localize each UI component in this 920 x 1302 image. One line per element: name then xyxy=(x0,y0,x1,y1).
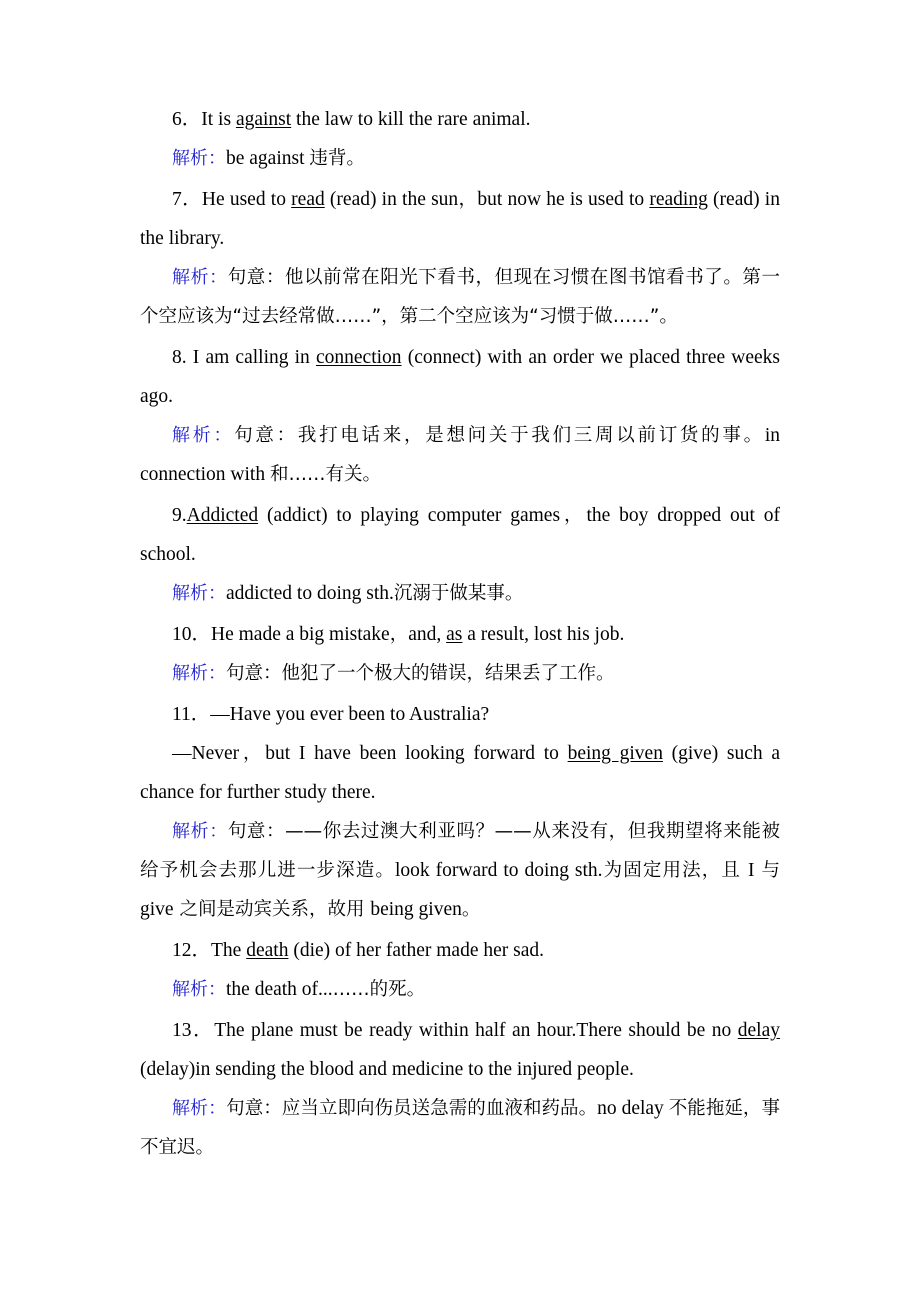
chinese-text: ， xyxy=(239,743,266,764)
question-text xyxy=(140,615,780,654)
answer-blank-text: connection xyxy=(315,347,402,368)
analysis-text xyxy=(140,258,780,336)
english-text: but I have been looking forward to xyxy=(265,743,568,764)
chinese-text: 句意：他犯了一个极大的错误，结果丢了工作。 xyxy=(226,663,615,684)
english-text: the death of... xyxy=(226,979,333,1000)
analysis-text xyxy=(140,416,780,494)
chinese-text: 之间是动宾关系，故用 xyxy=(173,899,371,920)
analysis-text xyxy=(140,1089,780,1167)
english-text: look forward to doing sth. xyxy=(395,860,603,881)
question-text xyxy=(140,180,780,258)
question-number: 8. xyxy=(172,347,187,368)
question-text xyxy=(140,100,780,139)
chinese-text: 沉溺于做某事。 xyxy=(393,583,524,604)
english-text: —Have you ever been to Australia? xyxy=(210,704,490,725)
chinese-text: 。 xyxy=(461,899,481,920)
answer-blank-text: against xyxy=(235,109,292,130)
english-text: (delay)in sending the blood and medicine to the injured people. xyxy=(140,1059,634,1080)
english-text: (connect) with an order we placed three weeks ago. xyxy=(140,347,780,407)
chinese-text: 与 xyxy=(754,860,780,881)
exercise-item xyxy=(140,1011,780,1167)
question-text xyxy=(140,496,780,574)
analysis-label: 解析： xyxy=(172,583,226,604)
english-text: He made a big mistake xyxy=(211,624,390,645)
english-text: addicted to doing sth. xyxy=(226,583,394,604)
english-text: (die) of her father made her sad. xyxy=(288,940,544,961)
analysis-text xyxy=(140,812,780,929)
analysis-label: 解析： xyxy=(172,1098,227,1119)
answer-blank-text: death xyxy=(246,940,289,961)
english-text: the law to kill the rare animal. xyxy=(291,109,531,130)
analysis-label: 解析： xyxy=(172,148,226,169)
english-text: It is xyxy=(201,109,236,130)
english-text: The plane must be ready within half an hour.There should be no xyxy=(214,1020,738,1041)
english-text: I am calling in xyxy=(186,347,316,368)
analysis-label: 解析： xyxy=(172,663,226,684)
question-number: 11． xyxy=(172,704,211,725)
question-number: 13． xyxy=(172,1020,215,1041)
chinese-text: ， xyxy=(389,624,409,645)
question-text xyxy=(140,338,780,416)
question-text xyxy=(140,695,780,734)
english-text: (read) in the library. xyxy=(140,189,780,249)
answer-blank-text: delay xyxy=(737,1020,780,1041)
exercise-item xyxy=(140,931,780,1009)
analysis-label: 解析： xyxy=(172,979,226,1000)
english-text: (addict) to playing computer games xyxy=(258,505,561,526)
english-text: a result, lost his job. xyxy=(462,624,625,645)
english-text: and, xyxy=(408,624,447,645)
chinese-text: 句意：他以前常在阳光下看书，但现在习惯在图书馆看书了。第一个空应该为“过去经常做……”，第二个空应该为“习惯于做……”。 xyxy=(140,267,780,327)
english-text: no delay xyxy=(597,1098,669,1119)
english-text: being given xyxy=(370,899,462,920)
question-number: 12． xyxy=(172,940,212,961)
chinese-text: 不能拖延，事不宜迟。 xyxy=(140,1098,780,1158)
chinese-text: ， xyxy=(560,505,587,526)
chinese-text: 句意：我打电话来，是想问关于我们三周以前订货的事。 xyxy=(234,425,765,446)
exercise-item xyxy=(140,338,780,494)
question-number: 9. xyxy=(172,505,187,526)
chinese-text: ……的死。 xyxy=(332,979,426,1000)
chinese-text: 违背。 xyxy=(309,148,365,169)
analysis-text xyxy=(140,970,780,1009)
question-number: 6． xyxy=(172,109,202,130)
analysis-text xyxy=(140,654,780,693)
english-text: (give) such a chance for further study there. xyxy=(140,743,780,803)
exercise-item xyxy=(140,496,780,613)
analysis-label: 解析： xyxy=(172,821,228,842)
answer-blank-text: reading xyxy=(649,189,708,210)
english-text: but now he is used to xyxy=(477,189,650,210)
exercise-item xyxy=(140,100,780,178)
question-number: 7． xyxy=(172,189,202,210)
analysis-text xyxy=(140,574,780,613)
english-text: in connection with xyxy=(140,425,780,485)
chinese-text: 机会去那儿进一步深造。 xyxy=(179,860,395,881)
answer-blank-text: being given xyxy=(567,743,663,764)
english-text: be against xyxy=(226,148,310,169)
chinese-text: 句意：应当立即向伤员送急需的血液和药品。 xyxy=(226,1098,598,1119)
question-text xyxy=(140,1011,780,1089)
analysis-label: 解析： xyxy=(172,267,228,288)
analysis-text xyxy=(140,139,780,178)
exercise-item xyxy=(140,695,780,929)
english-text: —Never xyxy=(172,743,240,764)
exercise-item xyxy=(140,615,780,693)
question-number: 10． xyxy=(172,624,212,645)
chinese-text: 句意：——你去过澳大利亚吗？——从来没有，但我期望将来能被给予 xyxy=(140,821,780,881)
english-text: (read) in the sun xyxy=(324,189,459,210)
chinese-text: 和……有关。 xyxy=(269,464,381,485)
exercise-item xyxy=(140,180,780,336)
analysis-label: 解析： xyxy=(172,425,235,446)
exercise-list xyxy=(140,100,780,1167)
chinese-text: ， xyxy=(458,189,478,210)
chinese-text: 为固定用法，且 xyxy=(602,860,748,881)
english-text: I xyxy=(747,860,755,881)
question-text xyxy=(140,931,780,970)
english-text: The xyxy=(211,940,247,961)
question-text-continued xyxy=(140,734,780,812)
english-text: the boy dropped out of school. xyxy=(140,505,780,565)
english-text: give xyxy=(140,899,174,920)
english-text: He used to xyxy=(201,189,292,210)
answer-blank-text: read xyxy=(291,189,325,210)
answer-blank-text: as xyxy=(446,624,463,645)
answer-blank-text: Addicted xyxy=(186,505,259,526)
